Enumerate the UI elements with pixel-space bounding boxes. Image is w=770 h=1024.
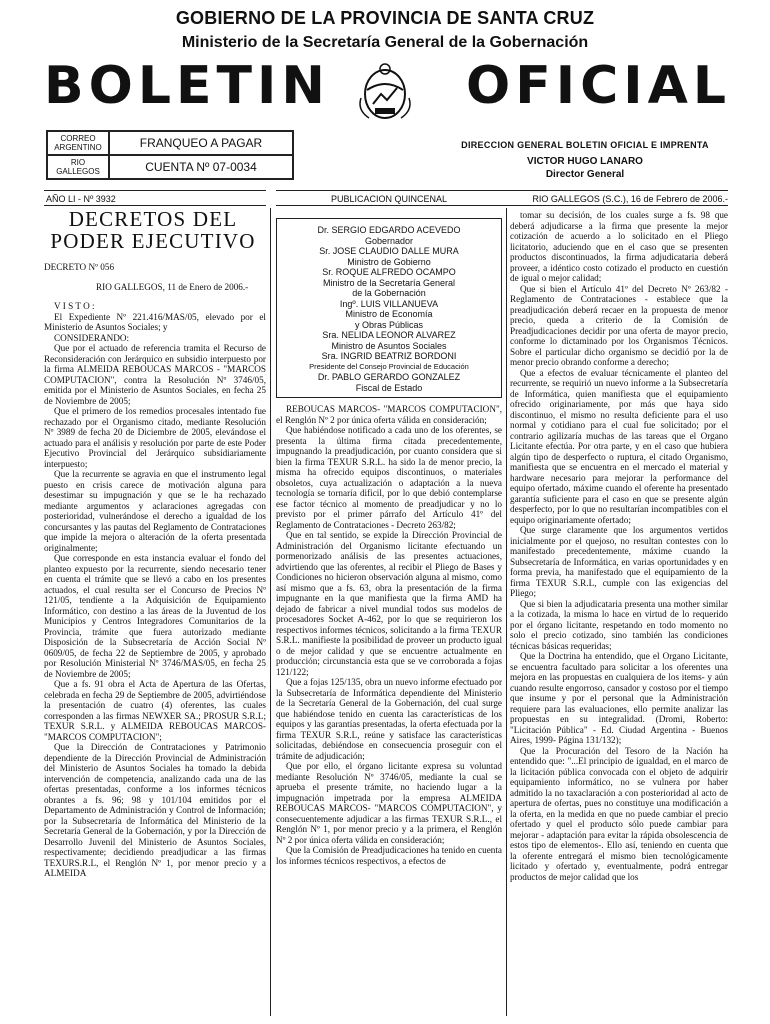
paragraph: Que corresponde en esta instancia evaluar el fondo del planteo expuesto por la recurrente, siendo necesario tener en cuenta el trámite que se llevó a cabo en los presentes actuados, el cual resulta ser el Concurso de Precios Nº 121/05, tendiente a la Adquisición de Equipamiento Informático, con destino a las áreas de la Juventud de los Municipios y Centros Integradores Comunitarios de la Provincia, trámite que fuera autorizado mediante Disposición de la Subsecretaría de Acción Social Nº 0609/05, de fecha 22 de Septiembre de 2005, y aprobado por Resolución Ministerial Nº 3746/MAS/05, en fecha 25 de Noviembre de 2005;: [44, 553, 266, 679]
paragraph: Que si bien el Artículo 41º del Decreto Nº 263/82 - Reglamento de Contrataciones - establece que la preadjudicación deberá recaer en la propuesta de menor precio, queda a criterio de la Comisión de Preadjudicaciones decidir por una oferta de mayor precio, conforme lo dictaminado por los Organismos Técnicos. Sobre el particular dicho organismo se decidió por la de menor precio obrando conforme a derecho;: [510, 283, 728, 367]
authority-line: Fiscal de Estado: [355, 382, 423, 393]
postal-franqueo: FRANQUEO A PAGAR: [109, 131, 293, 155]
paragraph: V I S T O :: [54, 301, 95, 311]
authority-line: Ingº. LUIS VILLANUEVA: [339, 298, 439, 309]
divider: [44, 205, 266, 206]
divider: [502, 205, 728, 206]
authority-line: Ministro de Gobierno: [347, 256, 431, 267]
publication-type: PUBLICACION QUINCENAL: [330, 194, 448, 204]
paragraph: Que habiéndose notificado a cada uno de los oferentes, se presenta la última firma citada precedentemente, impugnando la preadjudicación, por cuanto considera que si bien la firma TEXUR S.R.L. ha sido la de menor precio, la misma ha ofrecido equipos discontinuos, o materiales obsoletos, cuya actualización o adaptación a la nueva tecnología se tornaría dificil, por lo que debió contemplarse ese factor técnico al momento de preadjudicar y no lo previsto por el primer párrafo del Artículo 41º del Reglamento de Contrataciones - Decreto 263/82;: [276, 425, 502, 530]
column-2: [276, 404, 502, 866]
column-1: [44, 262, 266, 879]
authority-line: Dr. SERGIO EDGARDO ACEVEDO: [317, 225, 461, 235]
paragraph: Que surge claramente que los argumentos vertidos inicialmente por el quejoso, no resultan contestes con lo manifestado precedentemente, máxime cuando la Subsecretaría de Informática, en varias oportunidades y en forma previa, ha manifestado que el equipamiento de la firma TEXUR S.R.L, cumple con las exigencias del Pliego;: [510, 525, 728, 598]
paragraph: Que a fs. 91 obra el Acta de Apertura de las Ofertas, celebrada en fecha 29 de Septiembre de 2005, advirtiéndose la presentación de cuatro (4) oferentes, las cuales corresponden a las firmas NEWXER SA.; PROSUR S.R.L; TEXUR S.R.L. y ALMEIDA REBOUCAS MARCOS- "MARCOS COMPUTACION";: [44, 679, 266, 742]
authority-line: Sr. JOSE CLAUDIO DALLE MURA: [319, 246, 459, 256]
paragraph: Que en tal sentido, se expide la Dirección Provincial de Administración del Organismo licitante efectuando un pormenorizado análisis de las presentes actuaciones, advirtiendo que las oferentes, al recibir el Pliego de Bases y Condiciones no hicieron observación alguna al mismo, como así mismo que a fs. 63, obra la presentación de la firma impugnante en la que manifiesta que la firma AMD ha dejado de fabricar a nivel mundial todos sus modelos de procesadores Socket A-462, por lo que se requirieron los respectivos informes técnicos, solicitando a la firma TEXUR S.R.L. manifieste la posibilidad de proveer un producto igual o de mejor calidad y que se encuentre actualmente en producción; circunstancia esta que se ve corroborada a fojas 121/122;: [276, 530, 502, 677]
paragraph: Que la Comisión de Preadjudicaciones ha tenido en cuenta los informes técnicos respectivos, a efectos de: [276, 845, 502, 866]
masthead-boletin: BOLETIN: [44, 56, 330, 116]
paragraph: Que el primero de los remedios procesales intentado fue rechazado por el Organismo citado, mediante Resolución Nº 3989 de fecha 20 de Diciembre de 2005, elevándose el actuado para el análisis y resolución por parte de este Poder Ejecutivo Provincial del Jerárquico subsidiariamente interpuesto;: [44, 406, 266, 469]
section-title: DECRETOS DEL PODER EJECUTIVO: [50, 207, 256, 253]
authority-line: Ministro de la Secretaría General: [322, 277, 456, 288]
authority-line: Sra. INGRID BEATRIZ BORDONI: [321, 351, 457, 361]
authority-line: y Obras Públicas: [354, 319, 424, 330]
director-name: VICTOR HUGO LANARO: [527, 156, 643, 167]
authority-line: Ministro de Asuntos Sociales: [331, 340, 447, 351]
paragraph: Que por el actuado de referencia tramita el Recurso de Reconsideración con Jerárquico en subsidio interpuesto por la firma ALMEIDA REBOUCAS MARCOS - "MARCOS COMPUTACION", contra la Resolución Nº 3746/05, emitida por el Ministerio de Asuntos Sociales, en fecha 25 de Noviembre de 2005;: [44, 343, 266, 406]
paragraph: Que la recurrente se agravia en que el instrumento legal puesto en crisis carece de motivación alguna para desestimar su impugnación y que se le ha rechazado mediante argumentos y aclaraciones agregadas con posterioridad, vulnerándose el derecho a igualdad de los concursantes y las pautas del Reglamento de Contrataciones que impide la mejora o alteración de la oferta presentada originalmente;: [44, 469, 266, 553]
provincial-coat-of-arms-icon: [353, 60, 417, 124]
postal-rio: RIO GALLEGOS: [47, 155, 109, 179]
paragraph: REBOUCAS MARCOS- "MARCOS COMPUTACION", el Renglón Nº 2 por única oferta válida en consideración;: [276, 404, 502, 425]
paragraph: Que la Procuración del Tesoro de la Nación ha entendido que: "...El principio de igualdad, en el marco de la licitación pública convocada con el objeto de adquirir equipamiento informático, no se vulnera por haber admitido la no taxaclaración a con posterioridad al acto de apertura de ofertas, pues no constituye una modificación a la oferta, en la medida en que no puede cambiar el precio ofertado y quel el producto sólo puede cambiar para mejorar - adaptación para evitar la rápida obsolescencia de estos tipo de elementos-. Ello así, teniendo en cuenta que la oferente entregará el mismo bien tecnológicamente licitado y ofertado y, eventualmente, podrá entregar productos de mejor calidad que los: [510, 745, 728, 882]
publication-date: RIO GALLEGOS (S.C.), 16 de Febrero de 2006.-: [532, 194, 728, 204]
postal-box: [46, 130, 294, 180]
postal-cuenta: CUENTA Nº 07-0034: [109, 155, 293, 179]
divider: [44, 190, 266, 191]
authority-line: Dr. PABLO GERARDO GONZALEZ: [317, 372, 461, 382]
director-role: Director General: [545, 169, 625, 180]
paragraph: Que a efectos de evaluar técnicamente el planteo del recurrente, se requirió un nuevo informe a la Subsecretaría de Informática, quien manifiesta que el equipamiento ofrecido originariamente, por más que haya sido discontinuo, el mismo no resulta deficiente para el uso normal y cotidiano para el cual fue solicitado; por el contrario agilizaría muchas de las tareas que el Organo Licitante efectúa. Por otra parte, y en el caso que hubiera algún tipo de desperfecto o ruptura, el citado Organismo, manifiesta que se encuentra en el mercado el material y hardware necesario para mejorar la performance del equipo ofertado, máxime cuando el oferente ha presentado garantía suficiente para el caso en que se presente algún desperfecto, por lo que no resultarían incompatibles con el equipo originariamente ofertado;: [510, 367, 728, 525]
authority-line: Presidente del Consejo Provincial de Educación: [309, 361, 469, 371]
paragraph: Que la Doctrina ha entendido, que el Organo Licitante, se encuentra facultado para solicitar a los oferentes una mejora en las propuestas en cualquiera de los items- y aún cuando resulte engorroso, cansador y costoso por el tiempo que insume y por el personal que la Administración requiere para las evaluaciones, ello permite analizar las propuestas en su integralidad. (Dromi, Roberto: "Licitación Pública" - Ed. Ciudad Argentina - Buenos Aires, 1999- Página 131/132);: [510, 651, 728, 745]
masthead-oficial: OFICIAL: [466, 56, 731, 116]
authority-line: Sr. ROQUE ALFREDO OCAMPO: [322, 267, 456, 277]
paragraph: Que por ello, el órgano licitante expresa su voluntad mediante Resolución Nº 3746/05, mediante la cual se aprueba el presente trámite, no haciendo lugar a la impugnación impetrada por la empresa ALMEIDA REBOUCAS MARCOS- "MARCOS COMPUTACION", y consecuentemente adjudicar a las firmas TEXUR S.R.L., el Renglón Nº 1, por menor precio y a la primera, el Renglón Nº 2 por única oferta válida en consideración;: [276, 761, 502, 845]
divider: [502, 190, 728, 191]
authority-line: Gobernador: [364, 235, 414, 246]
paragraph: Que si bien la adjudicataria presenta una mother similar a la cotizada, la misma lo hace en virtud de lo requerido por el órgano licitante, respetando en todo momento no solo el precio cotizado, sino también las condiciones técnicas básicas requeridas;: [510, 598, 728, 651]
paragraph: El Expediente Nº 221.416/MAS/05, elevado por el Ministerio de Asuntos Sociales; y: [44, 311, 266, 332]
column-divider: [270, 208, 271, 1016]
authority-line: Ministro de Economía: [345, 309, 433, 319]
ministry-heading: Ministerio de la Secretaría General de la Gobernación: [181, 34, 589, 51]
paragraph: Que a fojas 125/135, obra un nuevo informe efectuado por la Subsecretaría de Informática dependiente del Ministerio de la Secretaría General de la Gobernación, del cual surge que habiéndose tenido en cuenta las características de los equipos y las garantías presentadas, la oferta efectuada por la firma TEXUR S.R.L, reúne y satisface las características solicitadas, debiéndose en consecuencia proseguir con el trámite de adjudicación;: [276, 677, 502, 761]
direction-title: DIRECCION GENERAL BOLETIN OFICIAL E IMPRENTA: [461, 140, 709, 150]
postal-correo: CORREO ARGENTINO: [47, 131, 109, 155]
authorities-box: [276, 218, 502, 398]
decree-place-date: RIO GALLEGOS, 11 de Enero de 2006.-: [96, 281, 249, 292]
column-divider: [506, 208, 507, 1016]
issue-number: AÑO LI - Nº 3932: [46, 194, 116, 204]
authority-line: de la Gobernación: [352, 288, 426, 298]
government-heading: GOBIERNO DE LA PROVINCIA DE SANTA CRUZ: [175, 8, 595, 28]
divider: [276, 205, 502, 206]
divider: [276, 190, 502, 191]
paragraph: CONSIDERANDO:: [54, 332, 130, 343]
authority-line: Sra. NELIDA LEONOR ALVAREZ: [322, 330, 456, 340]
column-3: [510, 210, 728, 882]
paragraph: Que la Dirección de Contrataciones y Patrimonio dependiente de la Dirección Provincial de Administración del Ministerio de Asuntos Sociales ha tomado la debida intervención de competencia, analizando cada una de las ofertas presentadas, conforme a los informes técnicos obrantes a fs. 96; 98 y 101/104 emitidos por el Departamento de Administración y Control de Información; por la Subsecretaría de Informática del Ministerio de la Secretaría General de la Gobernación, y por la Dirección de Desarrollo Juvenil del Ministerio de Asuntos Sociales, respectivamente; decidiendo preadjudicar a las firmas TEXURS.R.L, el Renglón Nº 1, por menor precio y a ALMEIDA: [44, 742, 266, 878]
decree-number: DECRETO Nº 056: [44, 262, 115, 272]
paragraph: tomar su decisión, de los cuales surge a fs. 98 que deberá adjudicarse a la firma que presente la mejor cotización de acuerdo a lo solicitado en el Pliego licitatorio, aduciendo que en el caso que se presenten productos discontinuados, la firma adjudicataria deberá proveer, a idéntico costo cotizado el producto en cuestión de igual o mejor calidad;: [510, 210, 728, 283]
